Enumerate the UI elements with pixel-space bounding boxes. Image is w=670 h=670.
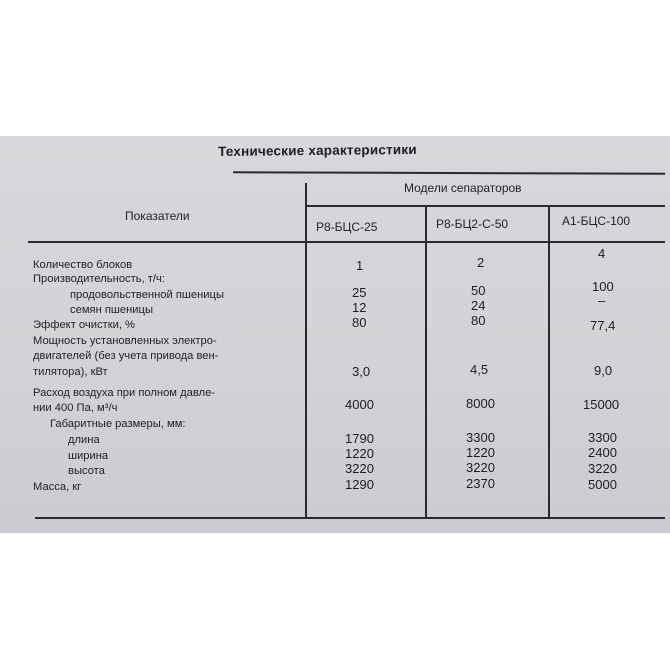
model-header-2: Р8-БЦ2-С-50 <box>436 217 509 231</box>
cell-height-1: 3220 <box>345 461 374 476</box>
row-label-height: высота <box>68 465 105 477</box>
cell-airflow-3: 15000 <box>583 397 620 412</box>
cell-height-3: 3220 <box>588 461 617 476</box>
cell-seed-wheat-1: 12 <box>352 300 367 315</box>
cell-mass-1: 1290 <box>345 477 374 492</box>
cell-mass-2: 2370 <box>466 476 495 491</box>
indicators-header: Показатели <box>125 209 190 223</box>
table-title: Технические характеристики <box>218 141 417 159</box>
row-label-productivity: Производительность, т/ч: <box>33 273 165 285</box>
header-bottom-rule <box>28 241 665 243</box>
cell-length-1: 1790 <box>345 431 374 446</box>
cell-seed-wheat-2: 24 <box>471 298 486 313</box>
cell-power-3: 9,0 <box>594 363 613 378</box>
cell-length-3: 3300 <box>588 430 617 445</box>
row-label-food-wheat: продовольственной пшеницы <box>70 289 224 301</box>
cell-length-2: 3300 <box>466 430 495 445</box>
cell-food-wheat-2: 50 <box>471 283 486 298</box>
cell-height-2: 3220 <box>466 460 495 475</box>
row-label-airflow-line1: Расход воздуха при полном давле- <box>33 387 216 399</box>
cell-power-1: 3,0 <box>352 364 371 379</box>
cell-food-wheat-1: 25 <box>352 285 367 300</box>
row-label-cleaning-effect: Эффект очистки, % <box>33 319 136 331</box>
table-bottom-rule <box>35 517 665 519</box>
column-divider-1 <box>305 183 307 517</box>
cell-blocks-1: 1 <box>356 258 364 273</box>
column-divider-3 <box>548 206 550 517</box>
row-label-power-line3: тилятора), кВт <box>33 366 108 378</box>
cell-power-2: 4,5 <box>470 362 489 377</box>
cell-width-1: 1220 <box>345 446 374 461</box>
row-label-width: ширина <box>68 450 109 462</box>
cell-airflow-2: 8000 <box>466 396 495 411</box>
header-group-rule <box>306 205 665 207</box>
cell-food-wheat-3: 100 <box>592 279 614 294</box>
cell-cleaning-effect-3: 77,4 <box>590 318 616 333</box>
row-label-length: длина <box>68 434 100 446</box>
row-label-blocks: Количество блоков <box>33 259 133 271</box>
cell-width-3: 2400 <box>588 445 617 460</box>
cell-width-2: 1220 <box>466 445 495 460</box>
cell-blocks-2: 2 <box>477 255 485 270</box>
row-label-dimensions: Габаритные размеры, мм: <box>50 418 186 430</box>
model-header-3: А1-БЦС-100 <box>562 214 631 228</box>
row-label-seed-wheat: семян пшеницы <box>70 304 153 316</box>
cell-blocks-3: 4 <box>598 246 606 261</box>
row-label-mass: Масса, кг <box>33 481 82 493</box>
cell-airflow-1: 4000 <box>345 397 374 412</box>
row-label-airflow-line2: нии 400 Па, м³/ч <box>33 402 118 414</box>
row-label-power-line1: Мощность установленных электро- <box>33 335 217 347</box>
models-group-header: Модели сепараторов <box>404 181 522 195</box>
cell-seed-wheat-3: – <box>598 293 606 308</box>
cell-cleaning-effect-2: 80 <box>471 313 486 328</box>
row-label-power-line2: двигателей (без учета привода вен- <box>33 350 219 362</box>
cell-cleaning-effect-1: 80 <box>352 315 367 330</box>
cell-mass-3: 5000 <box>588 477 617 492</box>
model-header-1: Р8-БЦС-25 <box>316 220 378 234</box>
column-divider-2 <box>425 206 427 517</box>
